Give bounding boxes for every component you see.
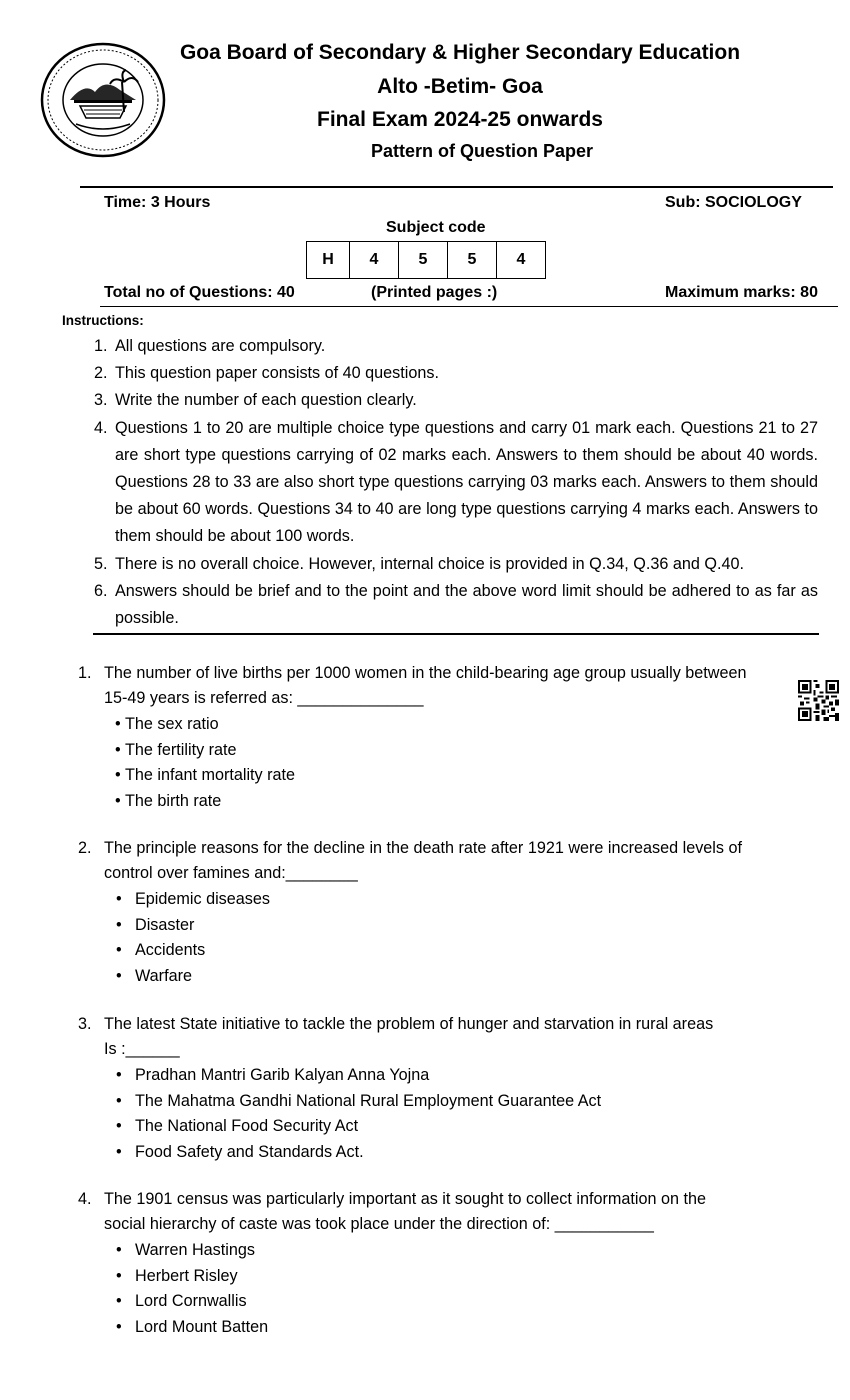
instruction-text: Write the number of each question clearly. [115,391,417,410]
option-item [78,938,818,964]
subject-label: Sub: SOCIOLOGY [665,194,802,211]
printed-pages-label: (Printed pages :) [371,284,498,301]
question-number: 2. [78,839,92,857]
question-2 [78,836,818,989]
instructions-title: Instructions: [62,313,144,328]
bullet-icon: • [115,740,121,759]
option-item [78,1089,818,1115]
options-list [78,712,818,814]
instruction-item [90,333,818,360]
question-number: 3. [78,1015,92,1033]
instruction-text: There is no overall choice. However, internal choice is provided in Q.34, Q.36 and Q.40. [115,554,744,573]
option-item [78,913,818,939]
board-location: Alto -Betim- Goa [377,75,543,98]
instruction-item [90,578,818,632]
option-item [78,1063,818,1089]
option-text: The fertility rate [125,740,237,759]
bullet-icon: • [116,1066,122,1084]
instruction-number: 6. [94,581,108,600]
option-item [78,1289,818,1315]
option-text: The Mahatma Gandhi National Rural Employment Guarantee Act [135,1091,602,1110]
subject-code-label: Subject code [386,219,486,236]
option-text: The sex ratio [125,715,219,733]
bullet-icon: • [115,715,121,733]
question-3 [78,1012,818,1165]
pattern-title: Pattern of Question Paper [370,141,594,161]
bullet-icon: • [116,890,122,908]
instructions-divider [93,633,819,635]
option-item [78,964,818,990]
instruction-number: 4. [94,418,108,437]
option-item [78,712,818,738]
option-text: Disaster [135,915,195,934]
option-item [78,1238,818,1264]
option-item [78,789,818,815]
bullet-icon: • [116,1292,122,1311]
options-list [78,887,818,989]
option-text: Warfare [135,966,192,985]
bullet-icon: • [116,966,122,985]
bullet-icon: • [116,1317,122,1336]
option-text: The National Food Security Act [135,1117,359,1136]
question-1 [78,661,818,814]
option-text: Lord Mount Batten [135,1317,269,1336]
instruction-text: Questions 1 to 20 are multiple choice type questions and carry 01 mark each. Questions 21 to 27 are short type questions carrying of 02 marks each. Answers to them should be about 40 words. Questions 28 to 33 are also short type questions carrying 03 marks each. Answers to them should be about 60 words. Questions 34 to 40 are long type questions carrying 4 marks each. Answers to them should be about 100 words. [115,418,818,546]
question-text [104,1012,818,1061]
instruction-item [90,415,818,551]
instruction-number: 2. [94,364,108,383]
option-text: Lord Cornwallis [135,1292,247,1311]
option-item [78,1264,818,1290]
option-text: Herbert Risley [135,1266,238,1285]
subject-code-cell: 4 [350,242,399,279]
question-text [104,661,818,710]
subject-code-table [306,241,546,279]
bullet-icon: • [116,1266,122,1285]
option-item [78,763,818,789]
option-item [78,887,818,913]
instructions-list [90,333,818,632]
option-text: The infant mortality rate [125,766,296,785]
instruction-number: 1. [94,337,108,355]
subject-code-cell: H [307,242,350,279]
question-text [104,1187,818,1236]
option-item [78,1114,818,1140]
bullet-icon: • [116,1091,122,1110]
question-text-line: The number of live births per 1000 women in the child-bearing age group usually between [104,664,747,682]
bullet-icon: • [116,941,122,960]
option-text: Food Safety and Standards Act. [135,1142,364,1161]
instruction-item [90,360,818,387]
option-item [78,1315,818,1341]
question-number: 4. [78,1190,92,1208]
question-text-line: 15-49 years is referred as: ______________ [104,688,424,707]
option-text: Accidents [135,941,206,960]
question-text-line: The principle reasons for the decline in the death rate after 1921 were increased levels of [104,839,742,857]
instruction-text: Answers should be brief and to the point and the above word limit should be adhered to as far as possible. [115,581,818,628]
subject-code-cell: 5 [399,242,448,279]
option-item [78,1140,818,1166]
meta-divider [100,306,838,307]
options-list [78,1063,818,1165]
instruction-number: 3. [94,391,108,410]
subject-code-cell: 5 [448,242,497,279]
instruction-number: 5. [94,554,108,573]
time-label: Time: 3 Hours [104,194,211,211]
question-text-line: Is :______ [104,1039,180,1058]
option-text: The birth rate [125,791,222,810]
question-4 [78,1187,818,1340]
header-divider [80,186,833,188]
bullet-icon: • [115,791,121,810]
question-text-line: control over famines and:________ [104,863,358,882]
instruction-text: This question paper consists of 40 questions. [115,364,439,383]
instruction-item [90,551,818,578]
option-text: Pradhan Mantri Garib Kalyan Anna Yojna [135,1066,430,1084]
instruction-item [90,387,818,414]
bullet-icon: • [116,1117,122,1136]
bullet-icon: • [116,1142,122,1161]
board-title: Goa Board of Secondary & Higher Secondary Education [179,41,741,64]
question-text [104,836,818,885]
question-text-line: The 1901 census was particularly important as it sought to collect information on the [104,1190,706,1208]
bullet-icon: • [116,1241,122,1259]
option-item [78,738,818,764]
instruction-text: All questions are compulsory. [115,337,326,355]
option-text: Epidemic diseases [135,890,270,908]
option-text: Warren Hastings [135,1241,255,1259]
options-list [78,1238,818,1340]
question-text-line: The latest State initiative to tackle the problem of hunger and starvation in rural areas [104,1015,714,1033]
board-seal-logo [40,42,166,158]
maximum-marks-label: Maximum marks: 80 [665,284,818,301]
question-number: 1. [78,664,92,682]
exam-title: Final Exam 2024-25 onwards [317,108,603,131]
question-text-line: social hierarchy of caste was took place under the direction of: ___________ [104,1214,654,1233]
subject-code-cell: 4 [497,242,546,279]
bullet-icon: • [116,915,122,934]
total-questions-label: Total no of Questions: 40 [104,284,295,301]
bullet-icon: • [115,766,121,785]
